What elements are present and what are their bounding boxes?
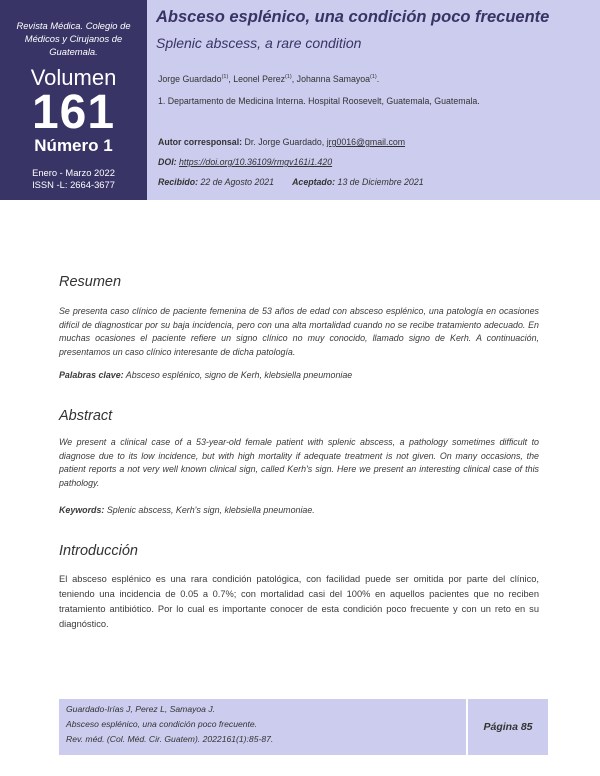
issn: ISSN -L: 2664-3677	[32, 179, 115, 190]
article-title-en: Splenic abscess, a rare condition	[156, 35, 362, 51]
doi-label: DOI:	[158, 157, 177, 167]
accepted-label: Aceptado:	[292, 177, 336, 187]
author-separator: .	[376, 74, 380, 84]
author-separator: ,	[228, 74, 234, 84]
journal-banner	[0, 0, 147, 200]
accepted-date: 13 de Diciembre 2021	[337, 177, 424, 187]
page-number-box	[468, 699, 548, 755]
citation-title: Absceso esplénico, una condición poco frecuente.	[66, 719, 258, 729]
corresponding-email-link[interactable]: jrg0016@gmail.com	[326, 137, 406, 147]
author-affil-ref: (1)	[285, 74, 292, 81]
article-header	[147, 0, 600, 200]
citation-reference: Rev. méd. (Col. Méd. Cir. Guatem). 2022161(1):85-87.	[66, 734, 274, 744]
journal-name: Revista Médica. Colegio de Médicos y Cirujanos de Guatemala.	[16, 20, 131, 57]
corresponding-name: Dr. Jorge Guardado,	[244, 137, 325, 147]
doi-row	[158, 157, 332, 167]
abstract-heading: Abstract	[59, 408, 113, 424]
issue-date-range: Enero - Marzo 2022	[32, 167, 115, 178]
introduccion-heading: Introducción	[59, 543, 138, 559]
author-affil-ref: (1)	[221, 74, 229, 81]
issue-number: Número 1	[34, 136, 113, 155]
doi-link[interactable]: https://doi.org/10.36109/rmgv161i1.420	[179, 157, 333, 167]
volume-label: Volumen	[30, 65, 117, 90]
author-affil-ref: (1)	[370, 74, 377, 81]
resumen-text: Se presenta caso clínico de paciente femenina de 53 años de edad con absceso esplénico, una patología en ocasiones difícil de diagnosticar por su baja incidencia, pero con una alta mortalidad cuando no se recibe tratamiento adecuado. En muchas ocasiones el paciente refiere un signo clínico no muy conocido, llamado signo de Kerh. A continuación, presentamos un caso clínico interesante de dicha patología.	[59, 306, 539, 357]
affiliation: 1. Departamento de Medicina Interna. Hospital Roosevelt, Guatemala, Guatemala.	[158, 96, 480, 106]
author-name: Johanna Samayoa	[296, 74, 371, 84]
abstract-keywords-list: Splenic abscess, Kerh's sign, klebsiella pneumoniae.	[106, 505, 315, 515]
received-date: 22 de Agosto 2021	[200, 177, 275, 187]
abstract-keywords	[59, 505, 315, 515]
corresponding-author	[158, 137, 405, 147]
resumen-keywords	[59, 370, 352, 380]
author-separator: ,	[291, 74, 297, 84]
volume-number: 161	[31, 86, 116, 139]
introduccion-text: El absceso esplénico es una rara condición patológica, con facilidad puede ser omitida por parte del clínico, teniendo una incidencia de 0.05 a 0.7%; con mortalidad casi del 100% en aquellos pacientes que no reciben tratamiento antibiótico. Por lo cual es importante conocer de esta condición poco frecuente y con un reto en su diagnóstico.	[59, 574, 539, 629]
abstract-text: We present a clinical case of a 53-year-old female patient with splenic abscess, a pathology sometimes difficult to diagnose due to its low incidence, but with high mortality if adequate treatment is not given. On many occasions, the patient reports a not very well known clinical sign, called Kerh's sign. Here we present an interesting clinical case of this pathology.	[59, 437, 539, 488]
corresponding-label: Autor corresponsal:	[158, 137, 243, 147]
dates-row	[158, 177, 424, 187]
authors-list	[158, 74, 379, 84]
page-number: Página 85	[483, 721, 533, 733]
resumen-keywords-label: Palabras clave:	[59, 370, 124, 380]
author-name: Jorge Guardado	[158, 74, 222, 84]
abstract-keywords-label: Keywords:	[59, 505, 105, 515]
citation-authors: Guardado-Irías J, Perez L, Samayoa J.	[66, 704, 216, 714]
citation-box	[59, 699, 466, 755]
received-label: Recibido:	[158, 177, 199, 187]
resumen-keywords-list: Absceso esplénico, signo de Kerh, klebsiella pneumoniae	[125, 370, 353, 380]
resumen-heading: Resumen	[59, 274, 122, 290]
article-title-es: Absceso esplénico, una condición poco frecuente	[156, 8, 550, 26]
author-name: Leonel Perez	[233, 74, 286, 84]
